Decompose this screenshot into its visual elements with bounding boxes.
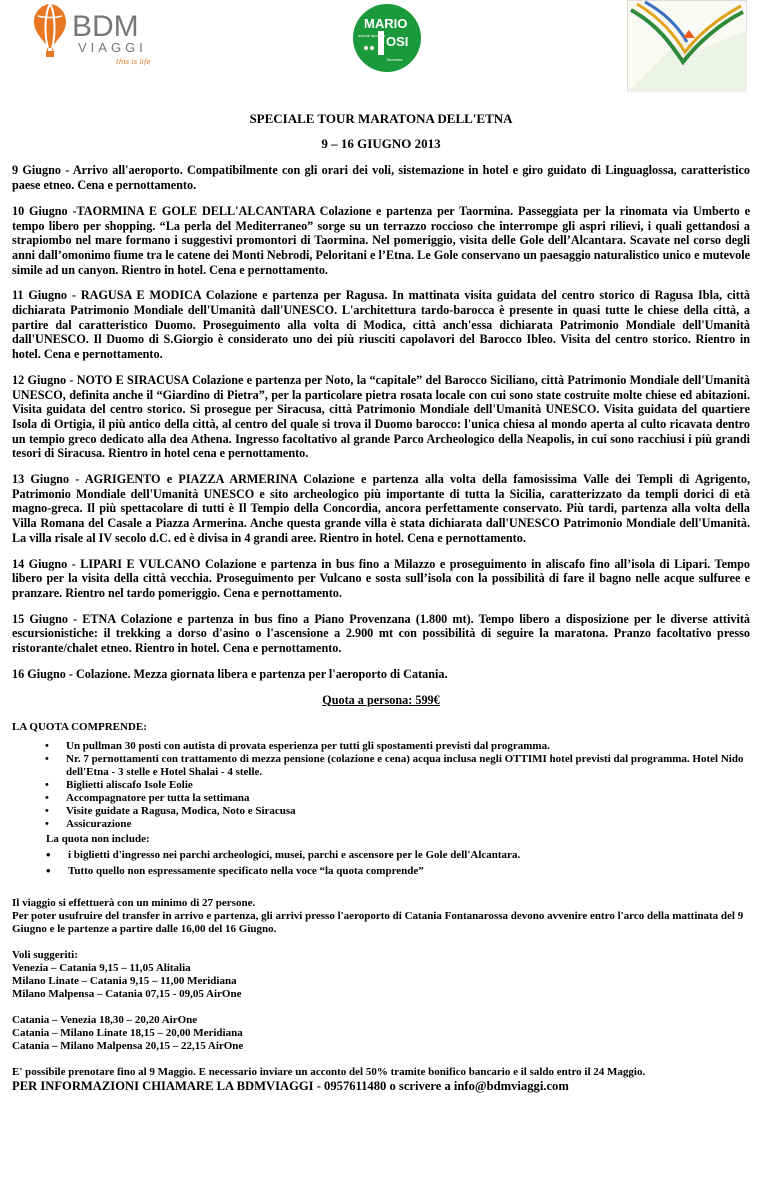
tour-dates: 9 – 16 GIUGNO 2013: [321, 135, 441, 151]
includes-item: • Nr. 7 pernottamenti con trattamento di mezza pensione (colazione e cena) acqua inclusa negli OTTIMI hotel previsti dal programma. Hotel Nido dell'Etna - 3 stelle e Hotel Shalai - 4 stelle.: [62, 753, 750, 779]
day-14-june: 14 Giugno - LIPARI E VULCANO Colazione e partenza in bus fino a Milazzo e proseguimento in aliscafo fino all’isola di Lipari. Tempo libero per la visita della città vecchia. Proseguimento per Vulcano e sosta sull’isola con la possibilità di fare il bagno nelle acque sulfuree e pranzare. Rientro nel tardo pomeriggio. Cena e pernottamento.: [12, 556, 750, 600]
flight-back: Catania – Milano Malpensa 20,15 – 22,15 AirOne: [12, 1040, 244, 1053]
club-bottom-text: OSI: [386, 34, 409, 49]
day-11-june: 11 Giugno - RAGUSA E MODICA Colazione e partenza per Ragusa. In mattinata visita guidata del centro storico di Ragusa Ibla, città dichiarata Patrimonio Mondiale dell'Umanità dall'UNESCO. L'architettura tardo-barocca è presente in quasi tutte le chiese della città, a partire dal caratteristico Duomo. Proseguimento alla volta di Modica, città anch'essa dichiarata Patrimonio Mondiale dell'Umanità dall'UNESCO. Il Duomo di S.Giorgio è considerato uno dei più riusciti capolavori del Barocco Ibleo. Visita del centro storico. Rientro in hotel. Cena e pernottamento.: [12, 288, 750, 362]
day-13-june: 13 Giugno - AGRIGENTO e PIAZZA ARMERINA Colazione e partenza alla volta della famosissima Valle dei Templi di Agrigento, Patrimonio Mondiale dell'Umanità UNESCO e sito archeologico più importante di tutta la Sicilia, caratterizzato da templi dorici di età magno-greca. Il più spettacolare di tutti è Il Tempio della Concordia, ancora perfettamente conservato. Più tardi, partenza alla volta della Villa Romana del Casale a Piazza Armerina. Anche questa grande villa è stata dichiarata dall'UNESCO Patrimonio Mondiale dell'Umanità. La villa risale al IV secolo d.C. ed è divisa in 4 grandi aree. Rientro in hotel. Cena e pernottamento.: [12, 472, 750, 545]
contact-info: PER INFORMAZIONI CHIAMARE LA BDMVIAGGI - 0957611480 o scrivere a info@bdmviaggi.com: [12, 1079, 569, 1094]
club-small-1: unione sportiva: [358, 33, 386, 38]
includes-section: [12, 721, 750, 1079]
bdm-tagline: this is life: [116, 58, 151, 66]
club-logo: [352, 3, 422, 73]
tour-title: SPECIALE TOUR MARATONA DELL'ETNA: [249, 111, 513, 126]
includes-item: • Biglietti aliscafo Isole Eolie: [62, 779, 750, 792]
bdm-brand-text: BDM: [72, 10, 139, 43]
includes-item: • Assicurazione: [62, 818, 750, 831]
day-16-june: 16 Giugno - Colazione. Mezza giornata libera e partenza per l'aeroporto di Catania.: [12, 666, 448, 681]
flight-back: Catania – Venezia 18,30 – 20,20 AirOne: [12, 1014, 198, 1027]
day-12-june: 12 Giugno - NOTO E SIRACUSA Colazione e partenza per Noto, la “capitale” del Barocco Siciliano, città Patrimonio Mondiale dell'Umanità UNESCO, definita anche il “Giardino di Pietra”, per la particolare pietra rosata locale con cui sono state costruite molte chiese ed abitazioni. Visita guidata del centro storico. Si prosegue per Siracusa, città Patrimonio Mondiale dell'Umanità UNESCO. Visita guidata del quartiere Isola di Ortigia, il più antico della città, al centro del quale si trova il Duomo barocco: l'unica chiesa al mondo aperta al culto ricavata dentro un tempio greco dedicato alla dea Athena. Ingresso facoltativo al grande Parco Archeologico della Neapolis, in cui sono racchiusi i più grandi tesori di Siracusa. Rientro in hotel cena e pernottamento.: [12, 372, 750, 461]
day-10-june: 10 Giugno -TAORMINA E GOLE DELL'ALCANTARA Colazione e partenza per Taormina. Passeggiata per la rinomata via Umberto e tempo libero per shopping. “La perla del Mediterraneo” sorge su un terrazzo roccioso che interrompe gli aspri rilievi, i quali gettandosi a strapiombo nel mare formano i suggestivi promontori di Taormina. Nel pomeriggio, visita delle Gole dell’Alcantara. Scavate nel corso degli anni dall’omonimo fiume tra le catene dei Monti Nebrodi, Peloritani e l’Etna. Le Gole conservano un paesaggio naturalistico unico e mutevole simile ad un canyon. Rientro in hotel. Cena e pernottamento.: [12, 203, 750, 277]
excludes-title: La quota non include:: [46, 833, 150, 846]
flights-title: Voli suggeriti:: [12, 949, 78, 962]
price-per-person: Quota a persona: 599€: [322, 692, 440, 707]
excludes-item: • i biglietti d'ingresso nei parchi archeologici, musei, parchi e ascensore per le Gole dell'Alcantara.: [62, 849, 750, 862]
includes-item: • Visite guidate a Ragusa, Modica, Noto e Siracusa: [62, 805, 750, 818]
excludes-list: [12, 849, 750, 878]
bdm-sub-text: VIAGGI: [78, 40, 147, 55]
mountain-logo: [627, 0, 747, 92]
flight-out: Milano Linate – Catania 9,15 – 11,00 Meridiana: [12, 975, 237, 988]
includes-item: • Accompagnatore per tutta la settimana: [62, 792, 750, 805]
flight-back: Catania – Milano Linate 18,15 – 20,00 Meridiana: [12, 1027, 243, 1040]
tour-document: [12, 112, 750, 1094]
club-small-2: Taormina: [386, 57, 403, 62]
includes-item: • Un pullman 30 posti con autista di provata esperienza per tutti gli spostamenti previsti dal programma.: [62, 740, 750, 753]
day-15-june: 15 Giugno - ETNA Colazione e partenza in bus fino a Piano Provenzana (1.800 mt). Tempo libero a disposizione per le diverse attività escursionistiche: il trekking a dorso d'asino o l'ascensione a 2.900 mt con possibilità di seguire la maratona. Pranzo facoltativo presso ristorante/chalet etneo. Rientro in hotel. Cena e pernottamento.: [12, 611, 750, 656]
header: [0, 0, 778, 100]
includes-title: LA QUOTA COMPRENDE:: [12, 721, 147, 734]
excludes-item: • Tutto quello non espressamente specificato nella voce “la quota comprende”: [62, 865, 750, 878]
min-people-note: Il viaggio si effettuerà con un minimo di 27 persone.: [12, 897, 256, 910]
includes-list: [12, 740, 750, 831]
day-9-june: 9 Giugno - Arrivo all'aeroporto. Compatibilmente con gli orari dei voli, sistemazione in hotel e giro guidato di Linguaglossa, caratteristico paese etneo. Cena e pernottamento.: [12, 163, 750, 193]
flight-out: Venezia – Catania 9,15 – 11,05 Alitalia: [12, 962, 191, 975]
transfer-note: Per poter usufruire del transfer in arrivo e partenza, gli arrivi presso l'aeroporto di Catania Fontanarossa devono avvenire entro l'arco della mattinata del 9 Giugno e le partenze a partire dalle 16,00 del 16 Giugno.: [12, 910, 744, 936]
flight-out: Milano Malpensa – Catania 07,15 - 09,05 AirOne: [12, 988, 242, 1001]
bdm-viaggi-logo: [30, 4, 190, 68]
booking-note: E' possibile prenotare fino al 9 Maggio. E necessario inviare un acconto del 50% tramite bonifico bancario e il saldo entro il 24 Maggio.: [12, 1066, 646, 1079]
club-top-text: MARIO: [364, 16, 408, 31]
